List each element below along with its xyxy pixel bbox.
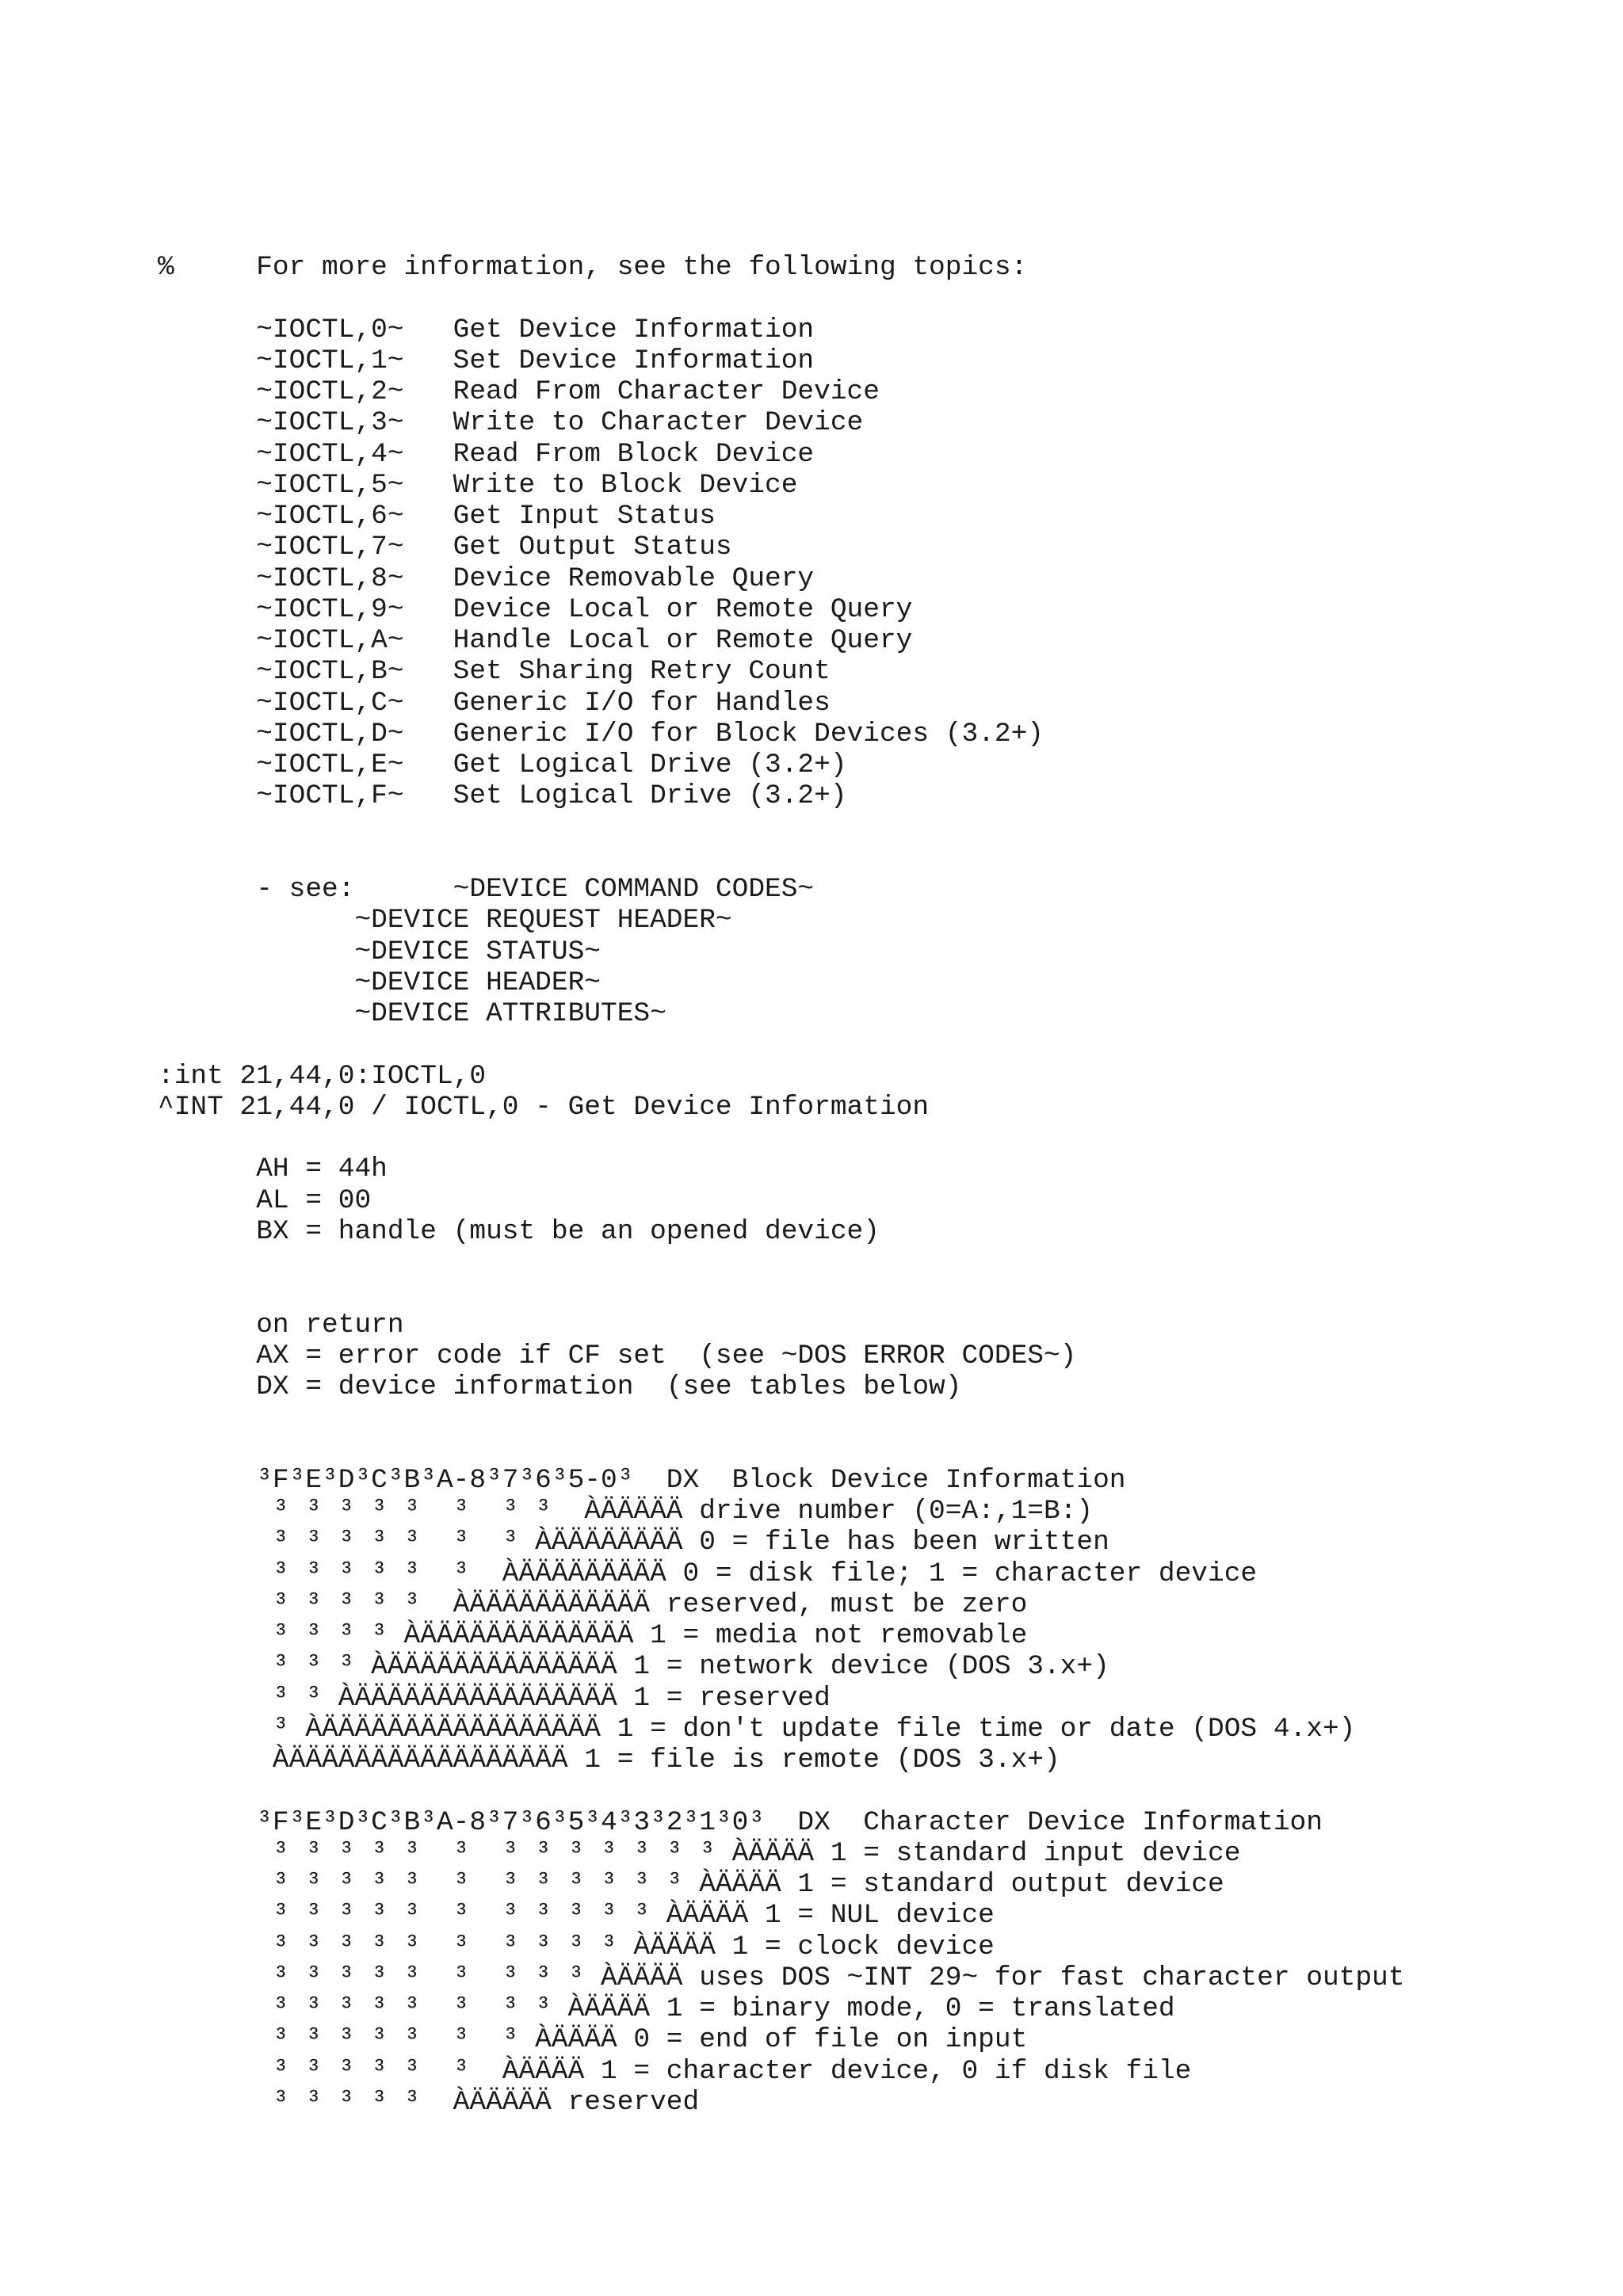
text-line: ³ ³ ³ ³ ³ ³ ³ ³ ³ ³ ³ ³ ³ ÀÄÄÄÄ 1 = standard input device — [158, 1837, 1241, 1869]
text-line: - see: ~DEVICE COMMAND CODES~ — [158, 874, 815, 905]
text-line: ~IOCTL,6~ Get Input Status — [158, 501, 716, 532]
text-line: :int 21,44,0:IOCTL,0 — [158, 1060, 487, 1092]
text-line: ~IOCTL,5~ Write to Block Device — [158, 469, 798, 501]
text-line: ~IOCTL,7~ Get Output Status — [158, 532, 732, 563]
text-line — [158, 843, 1404, 874]
text-line: ~IOCTL,E~ Get Logical Drive (3.2+) — [158, 749, 847, 780]
text-line: ~IOCTL,8~ Device Removable Query — [158, 563, 815, 594]
text-line: ÀÄÄÄÄÄÄÄÄÄÄÄÄÄÄÄÄÄ 1 = file is remote (DOS 3.x+) — [158, 1745, 1060, 1775]
text-line — [158, 1775, 1404, 1806]
text-line: AL = 00 — [158, 1184, 372, 1216]
text-line — [158, 1402, 1404, 1433]
text-line: ~DEVICE HEADER~ — [158, 967, 601, 998]
text-line: ³ ³ ³ ÀÄÄÄÄÄÄÄÄÄÄÄÄÄÄ 1 = network device (DOS 3.x+) — [158, 1651, 1109, 1683]
text-line — [158, 1247, 1404, 1278]
text-line: DX = device information (see tables below) — [158, 1371, 962, 1402]
text-line: ³ ³ ³ ³ ÀÄÄÄÄÄÄÄÄÄÄÄÄÄ 1 = media not removable — [158, 1620, 1028, 1651]
text-line: ³ ³ ³ ³ ³ ³ ³ ³ ³ ÀÄÄÄÄ uses DOS ~INT 29~ for fast character output — [158, 1962, 1405, 1993]
text-line: ³ ³ ³ ³ ³ ³ ³ ³ ³ ³ ³ ³ ÀÄÄÄÄ 1 = standard output device — [158, 1869, 1224, 1900]
text-line: ³F³E³D³C³B³A-8³7³6³5-0³ DX Block Device Information — [158, 1464, 1126, 1496]
text-line — [158, 1029, 1404, 1060]
text-line: ³ ³ ³ ³ ³ ³ ÀÄÄÄÄÄÄÄÄÄ 0 = disk file; 1 = character device — [158, 1558, 1258, 1589]
text-line: ~IOCTL,B~ Set Sharing Retry Count — [158, 656, 831, 688]
text-line: ~IOCTL,F~ Set Logical Drive (3.2+) — [158, 780, 847, 812]
text-line — [158, 1278, 1404, 1309]
text-line: AH = 44h — [158, 1154, 388, 1185]
text-line: ³ ³ ³ ³ ³ ÀÄÄÄÄÄ reserved — [158, 2086, 700, 2118]
text-line — [158, 283, 1404, 314]
text-line: ~IOCTL,D~ Generic I/O for Block Devices (3.2+) — [158, 718, 1044, 749]
text-line: ³ ³ ³ ³ ³ ³ ³ ³ ³ ³ ÀÄÄÄÄ 1 = clock device — [158, 1931, 995, 1962]
text-line: ³ ÀÄÄÄÄÄÄÄÄÄÄÄÄÄÄÄÄÄ 1 = don't update file time or date (DOS 4.x+) — [158, 1713, 1356, 1745]
document-text — [158, 252, 1404, 2118]
text-line: ~IOCTL,9~ Device Local or Remote Query — [158, 593, 913, 625]
text-line: ~IOCTL,2~ Read From Character Device — [158, 376, 880, 407]
text-line: ~DEVICE STATUS~ — [158, 936, 601, 967]
text-line: ~IOCTL,0~ Get Device Information — [158, 314, 815, 345]
text-line: ³ ³ ³ ³ ³ ³ ³ ³ ÀÄÄÄÄÄ drive number (0=A:,1=B:) — [158, 1496, 1094, 1527]
text-line: ~IOCTL,1~ Set Device Information — [158, 345, 815, 376]
text-line — [158, 1123, 1404, 1154]
text-line — [158, 1434, 1404, 1465]
text-line — [158, 812, 1404, 843]
text-line: ³ ³ ³ ³ ³ ³ ³ ÀÄÄÄÄÄÄÄÄ 0 = file has been written — [158, 1527, 1109, 1558]
text-line: ~IOCTL,A~ Handle Local or Remote Query — [158, 625, 913, 656]
text-line: ~DEVICE REQUEST HEADER~ — [158, 905, 732, 936]
text-line: ³ ³ ³ ³ ³ ³ ³ ³ ³ ³ ³ ÀÄÄÄÄ 1 = NUL device — [158, 1900, 995, 1932]
text-line: ~IOCTL,4~ Read From Block Device — [158, 438, 815, 470]
text-line: ³ ³ ³ ³ ³ ³ ³ ÀÄÄÄÄ 0 = end of file on input — [158, 2024, 1028, 2056]
text-line: BX = handle (must be an opened device) — [158, 1215, 880, 1247]
text-line: ^INT 21,44,0 / IOCTL,0 - Get Device Information — [158, 1091, 930, 1123]
text-line: on return — [158, 1309, 404, 1341]
text-line: ~IOCTL,C~ Generic I/O for Handles — [158, 687, 831, 719]
text-line: ~IOCTL,3~ Write to Character Device — [158, 407, 864, 439]
text-line: ³F³E³D³C³B³A-8³7³6³5³4³3³2³1³0³ DX Character Device Information — [158, 1806, 1323, 1838]
text-line: ³ ³ ³ ³ ³ ³ ³ ³ ÀÄÄÄÄ 1 = binary mode, 0 = translated — [158, 1993, 1175, 2024]
text-line: ~DEVICE ATTRIBUTES~ — [158, 998, 666, 1029]
text-line: % For more information, see the following topics: — [158, 252, 1028, 283]
text-line: ³ ³ ³ ³ ³ ÀÄÄÄÄÄÄÄÄÄÄÄ reserved, must be zero — [158, 1589, 1028, 1620]
text-line: ³ ³ ÀÄÄÄÄÄÄÄÄÄÄÄÄÄÄÄÄ 1 = reserved — [158, 1682, 831, 1714]
text-line: AX = error code if CF set (see ~DOS ERROR CODES~) — [158, 1340, 1077, 1371]
text-line: ³ ³ ³ ³ ³ ³ ÀÄÄÄÄ 1 = character device, 0 if disk file — [158, 2055, 1192, 2087]
